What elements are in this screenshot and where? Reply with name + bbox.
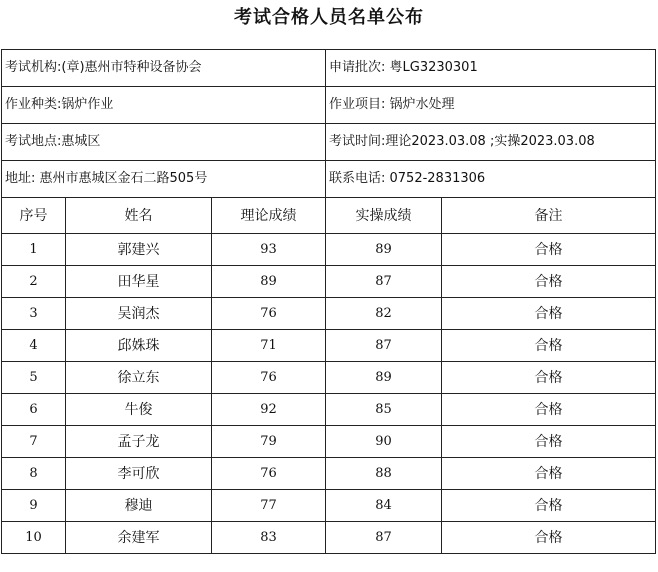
cell-practical-score: 87 bbox=[326, 330, 442, 362]
application-batch: 申请批次: 粤LG3230301 bbox=[326, 50, 656, 87]
cell-theory-score: 76 bbox=[212, 298, 326, 330]
table-row bbox=[2, 490, 656, 522]
cell-remark: 合格 bbox=[442, 298, 656, 330]
cell-remark: 合格 bbox=[442, 458, 656, 490]
header-name: 姓名 bbox=[66, 198, 212, 234]
cell-seq: 7 bbox=[2, 426, 66, 458]
table-row bbox=[2, 266, 656, 298]
cell-remark: 合格 bbox=[442, 426, 656, 458]
table-row bbox=[2, 426, 656, 458]
cell-remark: 合格 bbox=[442, 266, 656, 298]
cell-theory-score: 93 bbox=[212, 234, 326, 266]
cell-remark: 合格 bbox=[442, 522, 656, 554]
cell-name: 田华星 bbox=[66, 266, 212, 298]
cell-practical-score: 90 bbox=[326, 426, 442, 458]
cell-seq: 8 bbox=[2, 458, 66, 490]
passed-candidates-table bbox=[1, 49, 656, 554]
cell-remark: 合格 bbox=[442, 362, 656, 394]
cell-name: 余建军 bbox=[66, 522, 212, 554]
cell-practical-score: 87 bbox=[326, 266, 442, 298]
cell-theory-score: 71 bbox=[212, 330, 326, 362]
cell-theory-score: 92 bbox=[212, 394, 326, 426]
contact-phone: 联系电话: 0752-2831306 bbox=[326, 161, 656, 198]
work-category: 作业种类:锅炉作业 bbox=[2, 87, 326, 124]
cell-practical-score: 85 bbox=[326, 394, 442, 426]
header-theory: 理论成绩 bbox=[212, 198, 326, 234]
cell-seq: 2 bbox=[2, 266, 66, 298]
cell-practical-score: 82 bbox=[326, 298, 442, 330]
cell-name: 孟子龙 bbox=[66, 426, 212, 458]
cell-name: 郭建兴 bbox=[66, 234, 212, 266]
page-title: 考试合格人员名单公布 bbox=[234, 7, 424, 28]
cell-practical-score: 89 bbox=[326, 234, 442, 266]
table-row bbox=[2, 394, 656, 426]
cell-theory-score: 83 bbox=[212, 522, 326, 554]
cell-theory-score: 79 bbox=[212, 426, 326, 458]
cell-practical-score: 84 bbox=[326, 490, 442, 522]
cell-theory-score: 76 bbox=[212, 458, 326, 490]
cell-name: 吴润杰 bbox=[66, 298, 212, 330]
table-body bbox=[2, 234, 656, 554]
table-row bbox=[2, 522, 656, 554]
info-row-location bbox=[2, 124, 656, 161]
table-row bbox=[2, 362, 656, 394]
header-seq: 序号 bbox=[2, 198, 66, 234]
info-row-address bbox=[2, 161, 656, 198]
info-row-institution bbox=[2, 50, 656, 87]
cell-remark: 合格 bbox=[442, 394, 656, 426]
cell-seq: 9 bbox=[2, 490, 66, 522]
exam-institution: 考试机构:(章)惠州市特种设备协会 bbox=[2, 50, 326, 87]
cell-seq: 10 bbox=[2, 522, 66, 554]
exam-location: 考试地点:惠城区 bbox=[2, 124, 326, 161]
cell-remark: 合格 bbox=[442, 234, 656, 266]
header-practical: 实操成绩 bbox=[326, 198, 442, 234]
cell-practical-score: 88 bbox=[326, 458, 442, 490]
address: 地址: 惠州市惠城区金石二路505号 bbox=[2, 161, 326, 198]
table-row bbox=[2, 298, 656, 330]
cell-theory-score: 77 bbox=[212, 490, 326, 522]
cell-seq: 3 bbox=[2, 298, 66, 330]
cell-practical-score: 89 bbox=[326, 362, 442, 394]
exam-time: 考试时间:理论2023.03.08 ;实操2023.03.08 bbox=[326, 124, 656, 161]
table-row bbox=[2, 330, 656, 362]
cell-seq: 4 bbox=[2, 330, 66, 362]
cell-theory-score: 89 bbox=[212, 266, 326, 298]
cell-name: 邱姝珠 bbox=[66, 330, 212, 362]
info-row-category bbox=[2, 87, 656, 124]
cell-theory-score: 76 bbox=[212, 362, 326, 394]
table-row bbox=[2, 234, 656, 266]
work-item: 作业项目: 锅炉水处理 bbox=[326, 87, 656, 124]
table-row bbox=[2, 458, 656, 490]
cell-name: 李可欣 bbox=[66, 458, 212, 490]
cell-seq: 5 bbox=[2, 362, 66, 394]
cell-remark: 合格 bbox=[442, 330, 656, 362]
table-header-row bbox=[2, 198, 656, 234]
cell-seq: 1 bbox=[2, 234, 66, 266]
cell-remark: 合格 bbox=[442, 490, 656, 522]
cell-seq: 6 bbox=[2, 394, 66, 426]
header-remark: 备注 bbox=[442, 198, 656, 234]
cell-name: 穆迪 bbox=[66, 490, 212, 522]
cell-practical-score: 87 bbox=[326, 522, 442, 554]
cell-name: 牛俊 bbox=[66, 394, 212, 426]
cell-name: 徐立东 bbox=[66, 362, 212, 394]
